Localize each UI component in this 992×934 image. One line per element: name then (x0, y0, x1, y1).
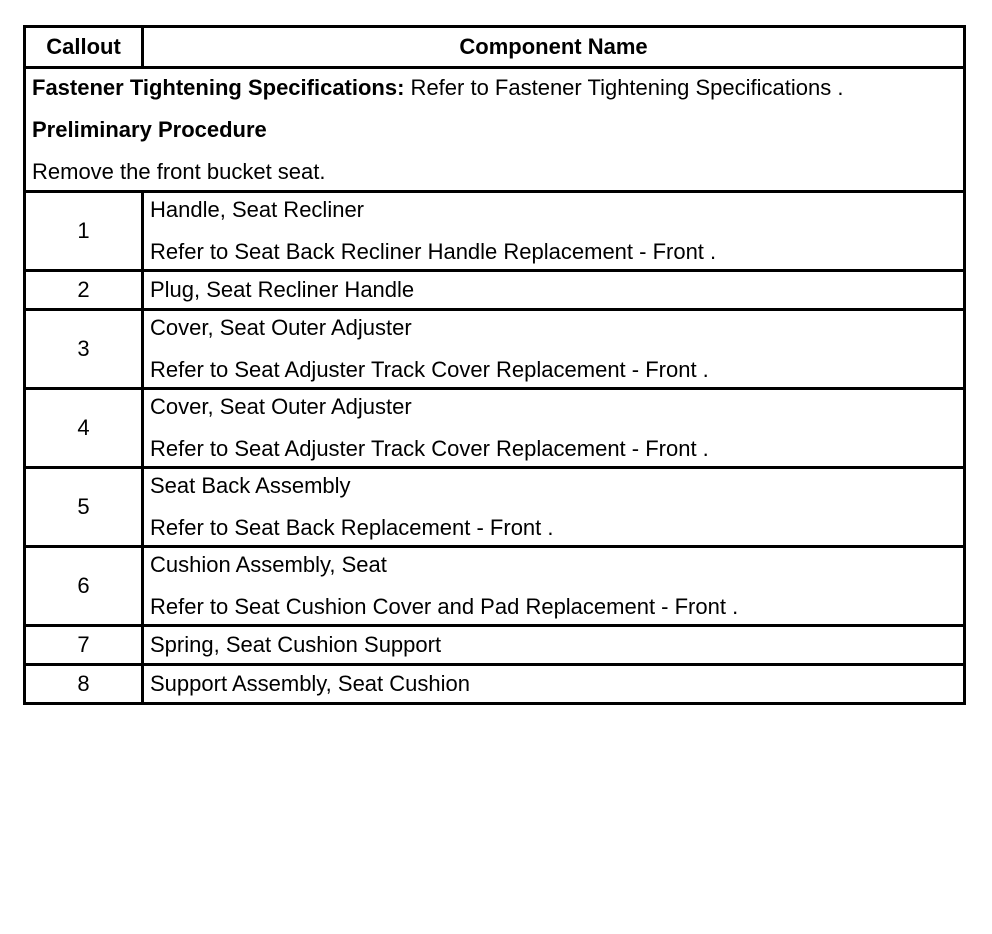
component-name-header: Component Name (143, 27, 965, 68)
callout-number: 4 (25, 389, 143, 468)
component-name: Handle, Seat Recliner (150, 197, 365, 222)
component-name: Cover, Seat Outer Adjuster (150, 394, 412, 419)
component-reference: Refer to Seat Adjuster Track Cover Replacement - Front . (150, 357, 709, 382)
component-reference: Refer to Seat Back Recliner Handle Replacement - Front . (150, 239, 717, 264)
table-row (25, 271, 965, 310)
component-cell (143, 192, 965, 271)
component-name: Spring, Seat Cushion Support (143, 626, 965, 665)
table-row (25, 547, 965, 626)
component-cell (143, 310, 965, 389)
callout-header: Callout (25, 27, 143, 68)
preliminary-procedure-heading (32, 117, 957, 143)
component-name: Seat Back Assembly (150, 473, 351, 498)
callout-number: 6 (25, 547, 143, 626)
fastener-spec-line (32, 75, 957, 101)
component-reference: Refer to Seat Back Replacement - Front . (150, 515, 554, 540)
component-table (23, 25, 966, 705)
notes-cell (25, 68, 965, 192)
table-row (25, 389, 965, 468)
table-row (25, 665, 965, 704)
preliminary-procedure-step: Remove the front bucket seat. (32, 159, 326, 184)
preliminary-procedure-title: Preliminary Procedure (32, 117, 267, 142)
component-reference: Refer to Seat Cushion Cover and Pad Replacement - Front . (150, 594, 739, 619)
notes-row (25, 68, 965, 192)
component-cell (143, 389, 965, 468)
component-name: Support Assembly, Seat Cushion (143, 665, 965, 704)
component-cell (143, 468, 965, 547)
fastener-spec-label: Fastener Tightening Specifications: (32, 75, 405, 100)
callout-number: 2 (25, 271, 143, 310)
callout-number: 7 (25, 626, 143, 665)
callout-number: 8 (25, 665, 143, 704)
header-row (25, 27, 965, 68)
component-cell (143, 547, 965, 626)
component-name: Plug, Seat Recliner Handle (143, 271, 965, 310)
component-name: Cover, Seat Outer Adjuster (150, 315, 412, 340)
component-reference: Refer to Seat Adjuster Track Cover Replacement - Front . (150, 436, 709, 461)
callout-number: 1 (25, 192, 143, 271)
callout-number: 3 (25, 310, 143, 389)
component-name: Cushion Assembly, Seat (150, 552, 387, 577)
fastener-spec-text: Refer to Fastener Tightening Specifications . (404, 75, 844, 100)
table-row (25, 192, 965, 271)
table-row (25, 626, 965, 665)
callout-number: 5 (25, 468, 143, 547)
table-row (25, 468, 965, 547)
table-row (25, 310, 965, 389)
